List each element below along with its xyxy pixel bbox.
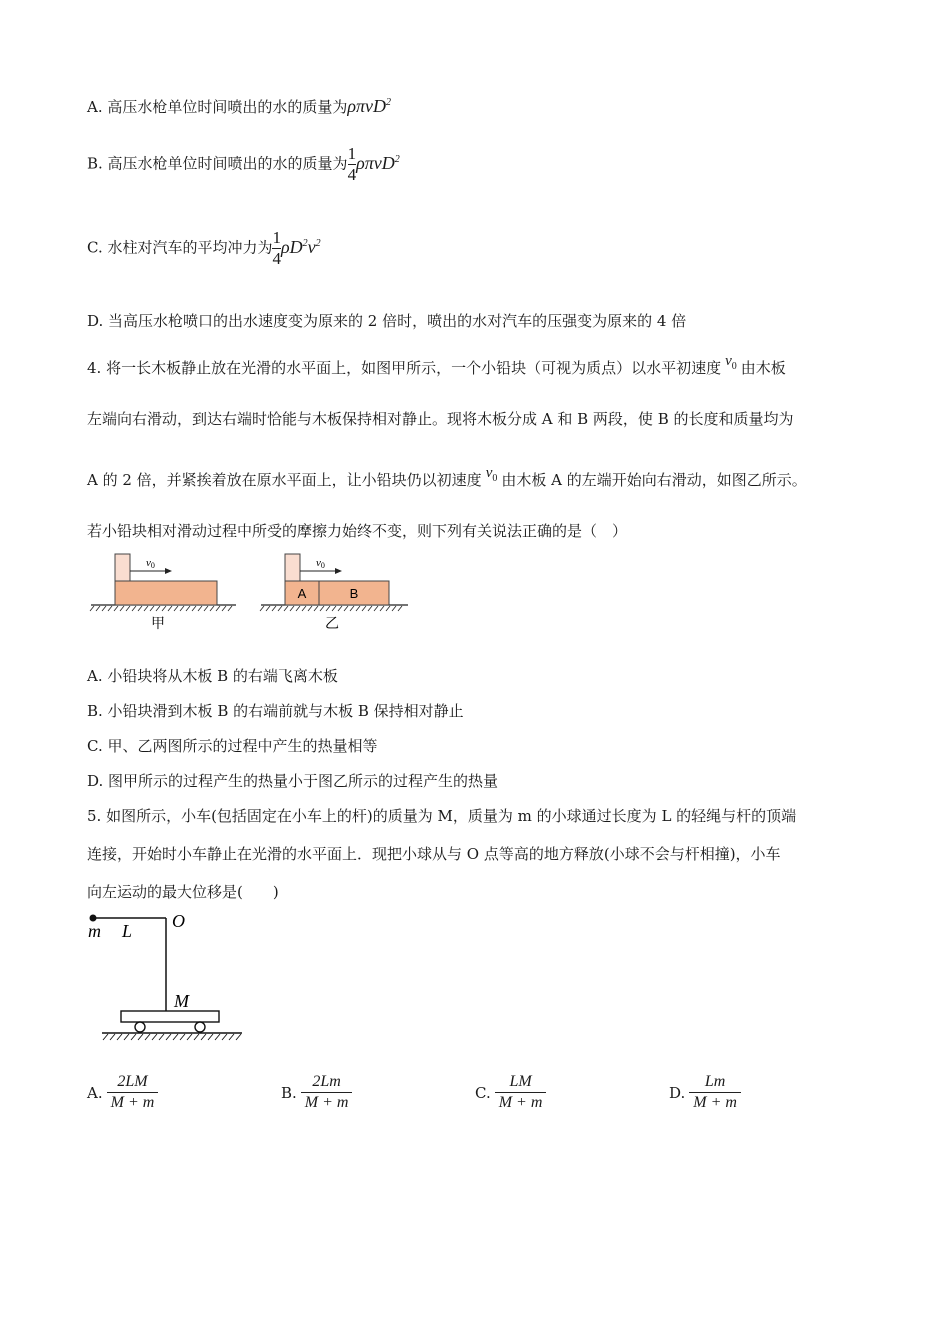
lead-block	[285, 554, 300, 581]
q3-option-c: C. 水柱对汽车的平均冲力为 $\frac{1}{4}$ $\rho D^2v^2$	[87, 228, 321, 268]
formula-rho-pi-v-d2: ρπvD$^2$	[356, 152, 400, 173]
v0-label: v0	[146, 557, 155, 570]
q3-option-a: A. 高压水枪单位时间喷出的水的质量为ρπvD$^2$	[87, 96, 392, 116]
q4-figure	[88, 550, 418, 635]
label-big-m: M	[174, 991, 189, 1011]
answer-fraction: $\frac{2Lm}{M + m}$	[301, 1072, 353, 1113]
q5-line-3: 向左运动的最大位移是( )	[87, 883, 279, 901]
figure-yi	[260, 554, 408, 632]
figure-jia	[90, 554, 236, 632]
q4-option-a: A. 小铅块将从木板 B 的右端飞离木板	[87, 667, 338, 685]
v0-symbol: $v_0$	[725, 353, 737, 372]
label-a: A	[297, 586, 307, 601]
q5-answer-d: D. $\frac{Lm}{M + m}$	[669, 1072, 741, 1113]
v0-symbol: $v_0$	[485, 465, 498, 484]
q5-figure	[82, 905, 252, 1045]
q4-option-c: C. 甲、乙两图所示的过程中产生的热量相等	[87, 737, 378, 755]
v0-label: v0	[316, 557, 325, 570]
answer-fraction: $\frac{2LM}{M + m}$	[107, 1072, 159, 1113]
cart-body	[121, 1011, 219, 1022]
answer-fraction: $\frac{Lm}{M + m}$	[689, 1072, 741, 1113]
label-yi: 乙	[325, 616, 339, 632]
q5-line-1: 5. 如图所示，小车(包括固定在小车上的杆)的质量为 M，质量为 m 的小球通过长度为 L 的轻绳与杆的顶端	[87, 807, 797, 825]
label-m: m	[88, 921, 101, 941]
q4-option-d: D. 图甲所示的过程产生的热量小于图乙所示的过程产生的热量	[87, 772, 499, 790]
label-b: B	[349, 586, 359, 601]
wheel-left	[135, 1022, 145, 1032]
q5-answer-c: C. $\frac{LM}{M + m}$	[475, 1072, 546, 1113]
q5-answer-b: B. $\frac{2Lm}{M + m}$	[281, 1072, 352, 1113]
formula-rho-pi-v-d2: ρπvD$^2$	[347, 96, 392, 116]
q5-line-2: 连接，开始时小车静止在光滑的水平面上．现把小球从与 O 点等高的地方释放(小球不会与杆相撞)，小车	[87, 845, 781, 863]
q4-line-2: 左端向右滑动，到达右端时恰能与木板保持相对静止。现将木板分成 A 和 B 两段，使 B 的长度和质量均为	[87, 410, 794, 428]
label-o: O	[172, 911, 185, 931]
q4-line-3: A 的 2 倍，并紧挨着放在原水平面上，让小铅块仍以初速度 $v_0$ 由木板 A 的左端开始向右滑动，如图乙所示。	[87, 465, 807, 489]
q4-line-1: 4. 将一长木板静止放在光滑的水平面上，如图甲所示，一个小铅块（可视为质点）以水平初速度 $v_0$ 由木板	[87, 353, 786, 377]
label-l: L	[122, 921, 133, 941]
wheel-right	[195, 1022, 205, 1032]
q3-option-b: B. 高压水枪单位时间喷出的水的质量为 $\frac{1}{4}$ ρπvD$^2$	[87, 144, 400, 184]
long-board	[115, 581, 217, 605]
q5-answer-a: A. $\frac{2LM}{M + m}$	[87, 1072, 158, 1113]
q4-option-b: B. 小铅块滑到木板 B 的右端前就与木板 B 保持相对静止	[87, 702, 464, 720]
q3-option-d: D. 当高压水枪喷口的出水速度变为原来的 2 倍时，喷出的水对汽车的压强变为原来的 4 倍	[87, 312, 687, 330]
fraction-quarter: $\frac{1}{4}$	[272, 228, 281, 268]
label-jia: 甲	[151, 616, 165, 632]
lead-block	[115, 554, 130, 581]
formula-rho-d2-v2: $\rho D^2v^2$	[280, 236, 321, 257]
fraction-quarter: $\frac{1}{4}$	[347, 144, 357, 184]
answer-fraction: $\frac{LM}{M + m}$	[495, 1072, 547, 1113]
q4-line-4: 若小铅块相对滑动过程中所受的摩擦力始终不变，则下列有关说法正确的是（ ）	[87, 522, 628, 540]
